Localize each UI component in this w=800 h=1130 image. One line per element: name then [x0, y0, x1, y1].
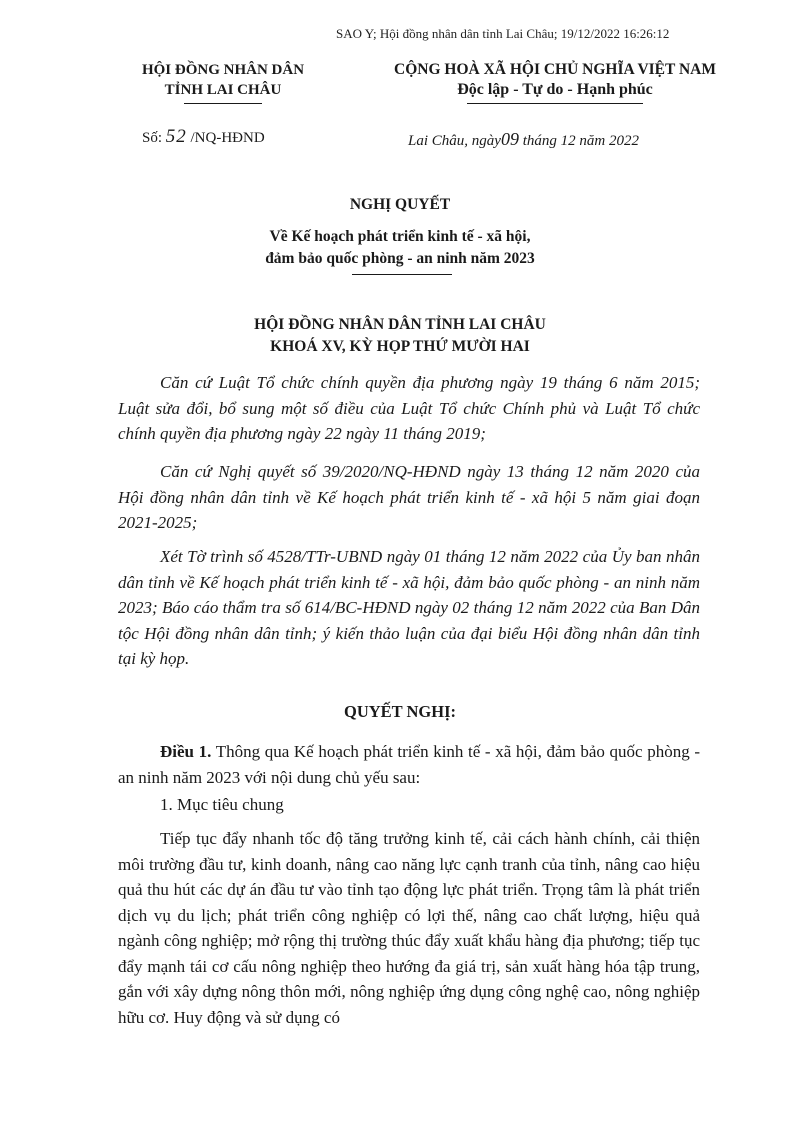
decision-heading: QUYẾT NGHỊ: — [343, 702, 456, 721]
motto-underline — [467, 103, 643, 104]
place-date-suffix: tháng 12 năm 2022 — [522, 133, 639, 149]
article-1 — [118, 739, 700, 790]
nation-name: CỘNG HOÀ XÃ HỘI CHỦ NGHĨA VIỆT NAM — [394, 61, 716, 78]
document-number-suffix: /NQ-HĐND — [190, 130, 265, 146]
issuer-underline — [184, 103, 262, 104]
document-subject — [0, 226, 800, 270]
article-1-label: Điều 1. — [160, 742, 212, 761]
issuer-block — [118, 60, 328, 104]
subject-line-1: Về Kế hoạch phát triển kinh tế - xã hội, — [269, 228, 531, 245]
preamble-paragraph: Xét Tờ trình số 4528/TTr-UBND ngày 01 tháng 12 năm 2022 của Ủy ban nhân dân tỉnh về Kế hoạch phát triển kinh tế - xã hội, đảm bảo quốc phòng - an ninh năm 2023; Báo cáo thẩm tra số 614/BC-HĐND ngày 02 tháng 12 năm 2022 của Ban Dân tộc Hội đồng nhân dân tỉnh; ý kiến thảo luận của đại biểu Hội đồng nhân dân tỉnh tại kỳ họp. — [118, 547, 700, 668]
document-number-handwritten: 52 — [165, 126, 187, 147]
subject-underline — [352, 274, 452, 275]
issuer-name-line2: TỈNH LAI CHÂU — [164, 82, 282, 98]
article-1-text: Thông qua Kế hoạch phát triển kinh tế - xã hội, đảm bảo quốc phòng - an ninh năm 2023 với nội dung chủ yếu sau: — [118, 742, 700, 787]
subject-line-2: đảm bảo quốc phòng - an ninh năm 2023 — [265, 250, 535, 267]
council-session: KHOÁ XV, KỲ HỌP THỨ MƯỜI HAI — [270, 338, 530, 355]
council-name: HỘI ĐỒNG NHÂN DÂN TỈNH LAI CHÂU — [254, 316, 546, 333]
document-number-prefix: Số: — [142, 130, 163, 146]
national-motto: Độc lập - Tự do - Hạnh phúc — [457, 81, 653, 98]
national-header — [355, 60, 755, 104]
day-handwritten: 09 — [500, 129, 519, 149]
issuer-name-line1: HỘI ĐỒNG NHÂN DÂN — [141, 62, 305, 78]
preamble-paragraph: Căn cứ Luật Tổ chức chính quyền địa phương ngày 19 tháng 6 năm 2015; Luật sửa đổi, bổ sung một số điều của Luật Tổ chức Chính phủ và Luật Tổ chức chính quyền địa phương ngày 22 ngày 11 tháng 2019; — [118, 373, 700, 443]
council-heading — [0, 314, 800, 358]
section-1-body: Tiếp tục đẩy nhanh tốc độ tăng trưởng kinh tế, cải cách hành chính, cải thiện môi trường đầu tư, kinh doanh, nâng cao năng lực cạnh tranh của tỉnh, nâng cao hiệu quả thu hút các dự án đầu tư vào tỉnh tạo động lực phát triển. Trọng tâm là phát triển dịch vụ du lịch; phát triển công nghiệp có lợi thế, nâng cao chất lượng, hiệu quả ngành công nghiệp; mở rộng thị trường thúc đẩy xuất khẩu hàng địa phương; tiếp tục đẩy mạnh tái cơ cấu nông nghiệp theo hướng đa giá trị, sản xuất hàng hóa tập trung, gắn với xây dựng nông thôn mới, nông nghiệp ứng dụng công nghệ cao, nông nghiệp hữu cơ. Huy động và sử dụng có — [118, 829, 700, 1027]
preamble-paragraph: Căn cứ Nghị quyết số 39/2020/NQ-HĐND ngày 13 tháng 12 năm 2020 của Hội đồng nhân dân tỉnh về Kế hoạch phát triển kinh tế - xã hội 5 năm giai đoạn 2021-2025; — [118, 462, 700, 532]
document-type: NGHỊ QUYẾT — [349, 196, 451, 213]
copy-stamp: SAO Y; Hội đồng nhân dân tỉnh Lai Châu; 19/12/2022 16:26:12 — [336, 26, 670, 41]
place-date-prefix: Lai Châu, ngày — [408, 133, 501, 149]
section-1-heading: 1. Mục tiêu chung — [160, 795, 284, 814]
document-number — [142, 126, 265, 148]
place-and-date — [408, 129, 639, 150]
